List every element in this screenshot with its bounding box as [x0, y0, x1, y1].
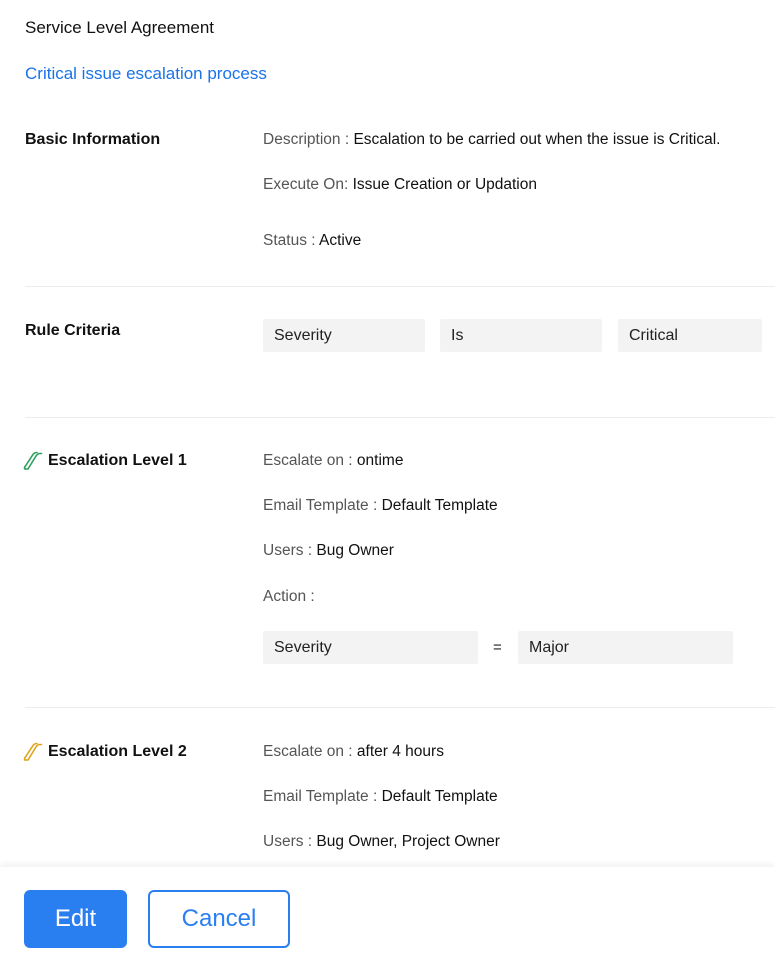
description-key: Description : — [263, 131, 350, 148]
users-key: Users : — [263, 833, 313, 850]
divider — [25, 417, 775, 418]
action-field — [263, 588, 315, 606]
execute-on-key: Execute On: — [263, 176, 349, 193]
escalation-level-2-label — [23, 742, 187, 762]
users-field — [263, 542, 394, 560]
action-key: Action : — [263, 588, 315, 605]
divider — [25, 707, 775, 708]
action-operator: = — [493, 639, 502, 656]
criteria-operator-chip: Is — [440, 319, 602, 352]
users-value: Bug Owner, Project Owner — [316, 833, 500, 850]
description-value: Escalation to be carried out when the issue is Critical. — [353, 131, 721, 148]
status-key: Status : — [263, 232, 316, 249]
rule-criteria-label: Rule Criteria — [25, 322, 121, 339]
email-template-field — [263, 497, 498, 515]
escalate-on-field — [263, 743, 444, 761]
escalation-level-1-title: Escalation Level 1 — [48, 452, 187, 469]
escalate-on-value: ontime — [356, 452, 404, 469]
escalate-on-field — [263, 452, 403, 470]
action-value-chip: Major — [518, 631, 733, 664]
status-value: Active — [319, 232, 362, 249]
escalate-on-key: Escalate on : — [263, 452, 353, 469]
divider — [25, 286, 775, 287]
cancel-button[interactable]: Cancel — [148, 890, 290, 948]
email-template-field — [263, 788, 498, 806]
footer-bar — [0, 867, 775, 972]
escalator-icon — [23, 742, 43, 762]
escalator-icon — [23, 451, 43, 471]
escalate-on-value: after 4 hours — [356, 743, 444, 760]
email-template-value: Default Template — [381, 788, 498, 805]
execute-on-field — [263, 176, 537, 194]
escalate-on-key: Escalate on : — [263, 743, 353, 760]
escalation-level-1-label — [23, 451, 187, 471]
email-template-key: Email Template : — [263, 788, 378, 805]
edit-button[interactable]: Edit — [24, 890, 127, 948]
email-template-key: Email Template : — [263, 497, 378, 514]
users-value: Bug Owner — [316, 542, 394, 559]
rule-name-link[interactable]: Critical issue escalation process — [25, 64, 267, 83]
criteria-field-chip: Severity — [263, 319, 425, 352]
action-field-chip: Severity — [263, 631, 478, 664]
email-template-value: Default Template — [381, 497, 498, 514]
escalation-level-2-title: Escalation Level 2 — [48, 743, 187, 760]
basic-information-label: Basic Information — [25, 131, 161, 148]
status-field — [263, 232, 361, 250]
users-field — [263, 833, 500, 851]
criteria-value-chip: Critical — [618, 319, 762, 352]
page-title: Service Level Agreement — [25, 18, 214, 37]
users-key: Users : — [263, 542, 313, 559]
description-field — [263, 131, 720, 149]
execute-on-value: Issue Creation or Updation — [352, 176, 537, 193]
